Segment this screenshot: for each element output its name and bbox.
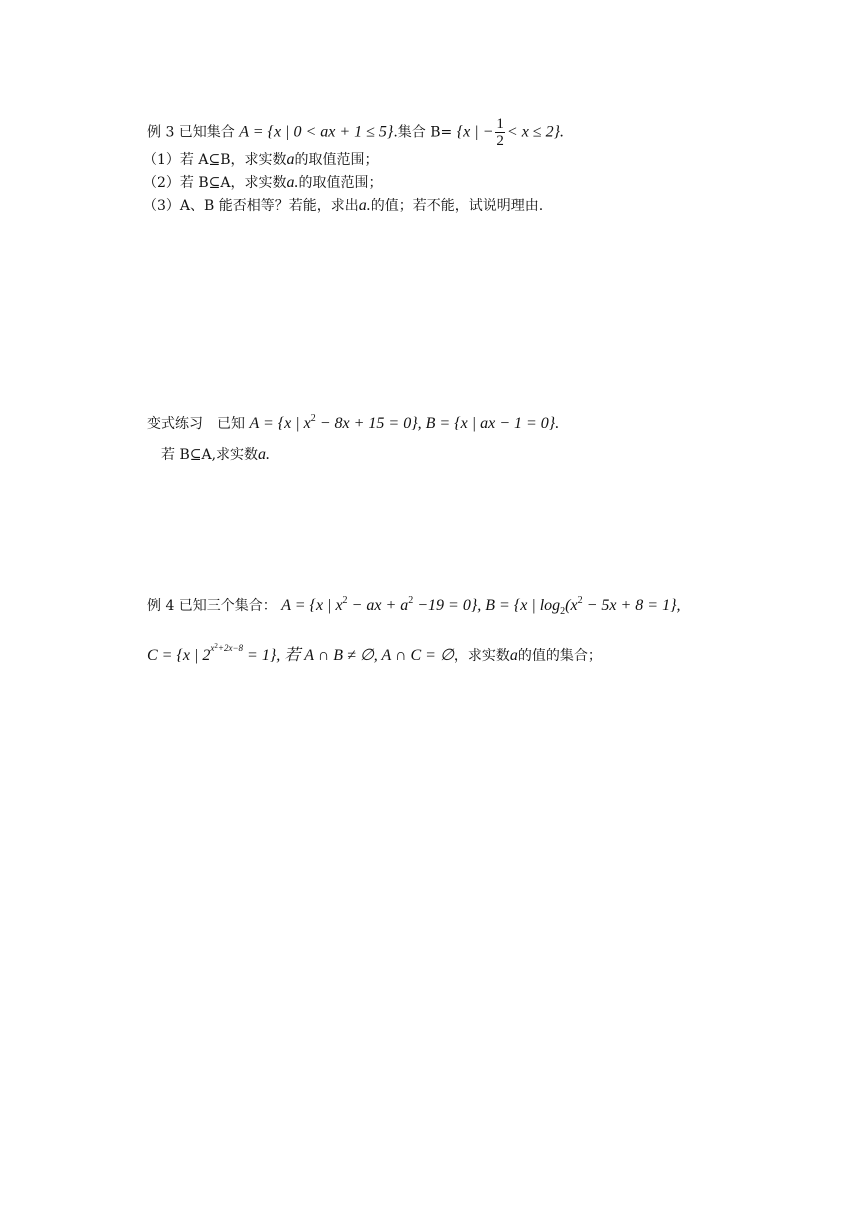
question-2-end: 的取值范围； [298, 175, 383, 191]
example4-set-b-start: (x [565, 597, 578, 614]
example3-set-a: A = {x | 0 < ax + 1 ≤ 5} [239, 123, 394, 141]
example4-line-2 [147, 636, 602, 666]
variant-set-a-start: A = {x | x [249, 415, 311, 432]
example4-power-exponent [210, 643, 243, 653]
example4-set-c-end: = 1}, 若 A ∩ B ≠ ∅, A ∩ C = ∅ [243, 647, 454, 664]
example3-question-2 [143, 173, 383, 193]
example4-set-b-end: − 5x + 8 = 1}, [582, 597, 681, 614]
example3-set-b-end: < x ≤ 2}. [506, 123, 564, 141]
variant-heading [147, 409, 559, 434]
example4-set-a-start: A = {x | x [281, 597, 343, 614]
example4-label: 例 4 已知三个集合： [147, 598, 277, 614]
variant-set-a-end: − 8x + 15 = 0}, B = {x | ax − 1 = 0}. [315, 415, 560, 432]
exponent-x: x [210, 643, 215, 653]
variant-label: 变式练习 已知 [147, 416, 245, 432]
example4-question-variable: a [509, 647, 518, 664]
exponent-rest: +2x−8 [217, 643, 244, 653]
question-3-variable: a. [358, 197, 371, 214]
variant-question [161, 445, 270, 465]
log-base: 2 [560, 606, 566, 617]
example4-exponent-1: 2 [342, 595, 348, 606]
example3-set-b-start: {x | − [456, 123, 494, 141]
example3-question-3 [143, 196, 543, 216]
fraction-denominator: 2 [496, 133, 504, 149]
variant-question-text: 若 B⊆A,求实数 [161, 447, 259, 463]
question-3-end: 的值；若不能，试说明理由. [370, 198, 544, 214]
example4-set-a-end: −19 = 0}, B = {x | log [413, 597, 561, 614]
example3-question-1 [143, 150, 379, 170]
example4-heading [147, 591, 680, 622]
example4-set-a-mid: − ax + a [347, 597, 409, 614]
question-2-text: （2）若 B⊆A，求实数 [143, 175, 287, 191]
example3-heading [147, 116, 564, 149]
question-3-text: （3）A、B 能否相等？若能，求出 [143, 198, 359, 214]
example4-set-c-start: C = {x | 2 [147, 647, 211, 664]
fraction-one-half [495, 116, 505, 149]
question-1-end: 的取值范围； [294, 152, 379, 168]
variant-question-variable: a. [258, 446, 271, 463]
example4-question-text: ，求实数 [453, 648, 510, 664]
fraction-numerator: 1 [496, 116, 504, 132]
variant-exponent: 2 [310, 413, 316, 424]
example3-mid-text: .集合 B= [393, 124, 453, 141]
example4-exponent-2: 2 [408, 595, 414, 606]
example4-exponent-3: 2 [577, 595, 583, 606]
example4-question-end: 的值的集合； [517, 648, 602, 664]
example3-label: 例 3 已知集合 [147, 124, 235, 141]
exponent-square: 2 [214, 642, 218, 650]
question-1-variable: a [286, 151, 295, 168]
question-1-text: （1）若 A⊆B，求实数 [143, 152, 287, 168]
question-2-variable: a. [286, 174, 299, 191]
